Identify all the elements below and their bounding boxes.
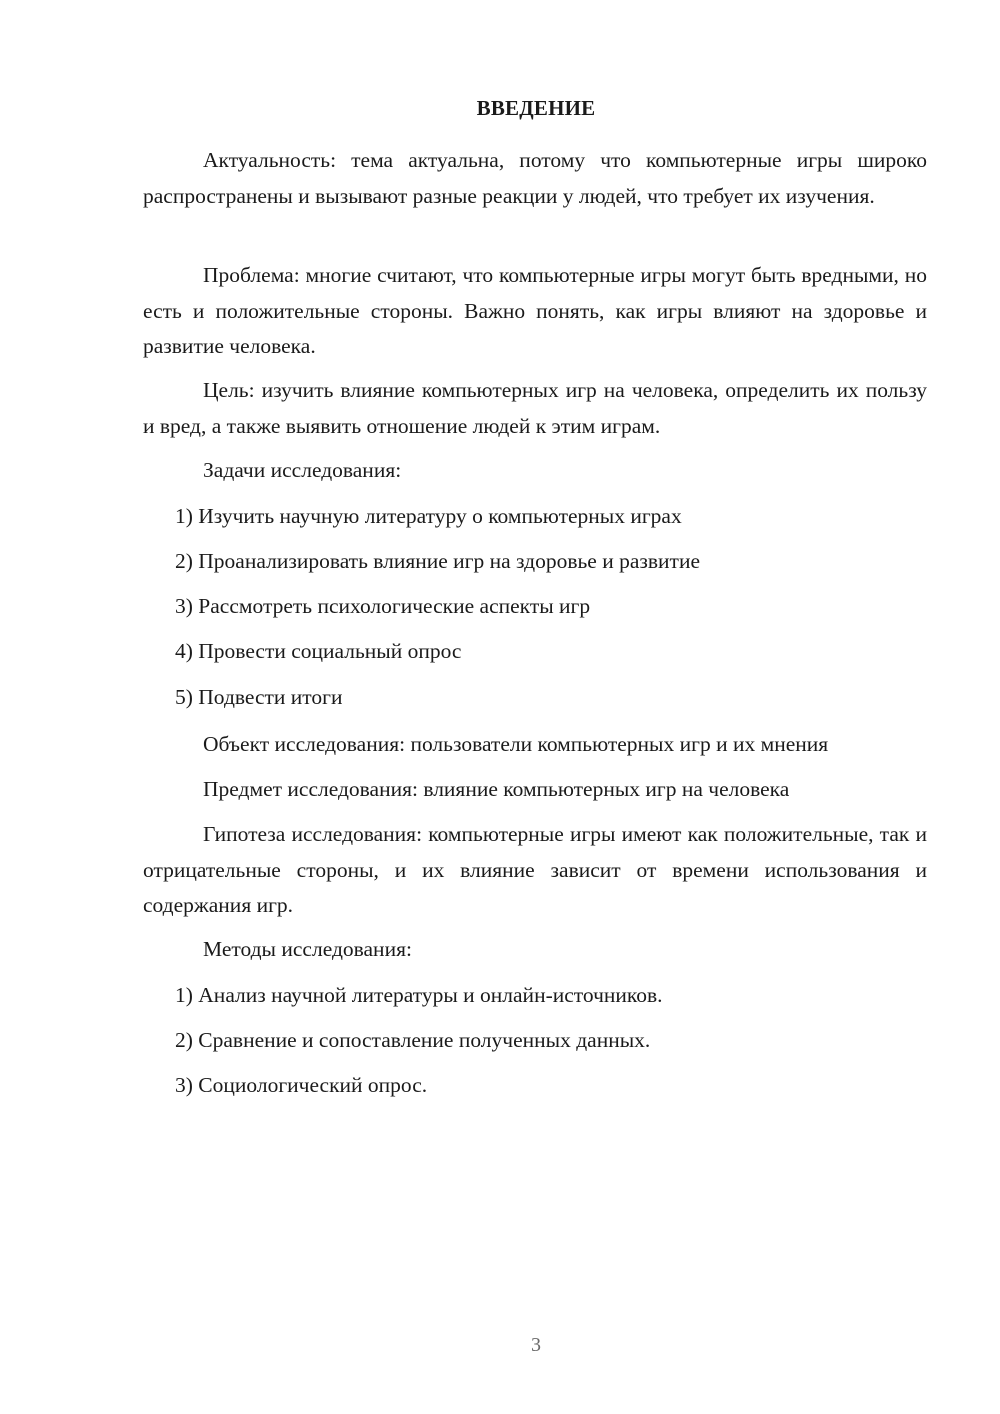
method-item: 2) Сравнение и сопоставление полученных данных. bbox=[175, 1028, 651, 1052]
task-item: 3) Рассмотреть психологические аспекты игр bbox=[175, 594, 591, 618]
relevance-paragraph: Актуальность: тема актуальна, потому что компьютерные игры широко распространены и вызывают разные реакции у людей, что требует их изучения. bbox=[143, 148, 927, 208]
object-line: Объект исследования: пользователи компьютерных игр и их мнения bbox=[203, 732, 829, 756]
tasks-title: Задачи исследования: bbox=[203, 458, 402, 482]
hypothesis-paragraph: Гипотеза исследования: компьютерные игры имеют как положительные, так и отрицательные стороны, и их влияние зависит от времени использования и содержания игр. bbox=[143, 822, 927, 917]
methods-title: Методы исследования: bbox=[203, 937, 412, 961]
task-item: 5) Подвести итоги bbox=[175, 685, 343, 709]
goal-paragraph: Цель: изучить влияние компьютерных игр на человека, определить их пользу и вред, а также выявить отношение людей к этим играм. bbox=[143, 378, 927, 438]
task-item: 2) Проанализировать влияние игр на здоровье и развитие bbox=[175, 549, 700, 573]
problem-paragraph: Проблема: многие считают, что компьютерные игры могут быть вредными, но есть и положительные стороны. Важно понять, как игры влияют на здоровье и развитие человека. bbox=[143, 263, 927, 358]
page-number: 3 bbox=[531, 1334, 541, 1356]
method-item: 1) Анализ научной литературы и онлайн-источников. bbox=[175, 983, 663, 1007]
task-item: 1) Изучить научную литературу о компьютерных играх bbox=[175, 504, 682, 528]
method-item: 3) Социологический опрос. bbox=[175, 1073, 428, 1097]
subject-line: Предмет исследования: влияние компьютерных игр на человека bbox=[203, 777, 790, 801]
page-heading: ВВЕДЕНИЕ bbox=[476, 96, 596, 120]
task-item: 4) Провести социальный опрос bbox=[175, 639, 462, 663]
